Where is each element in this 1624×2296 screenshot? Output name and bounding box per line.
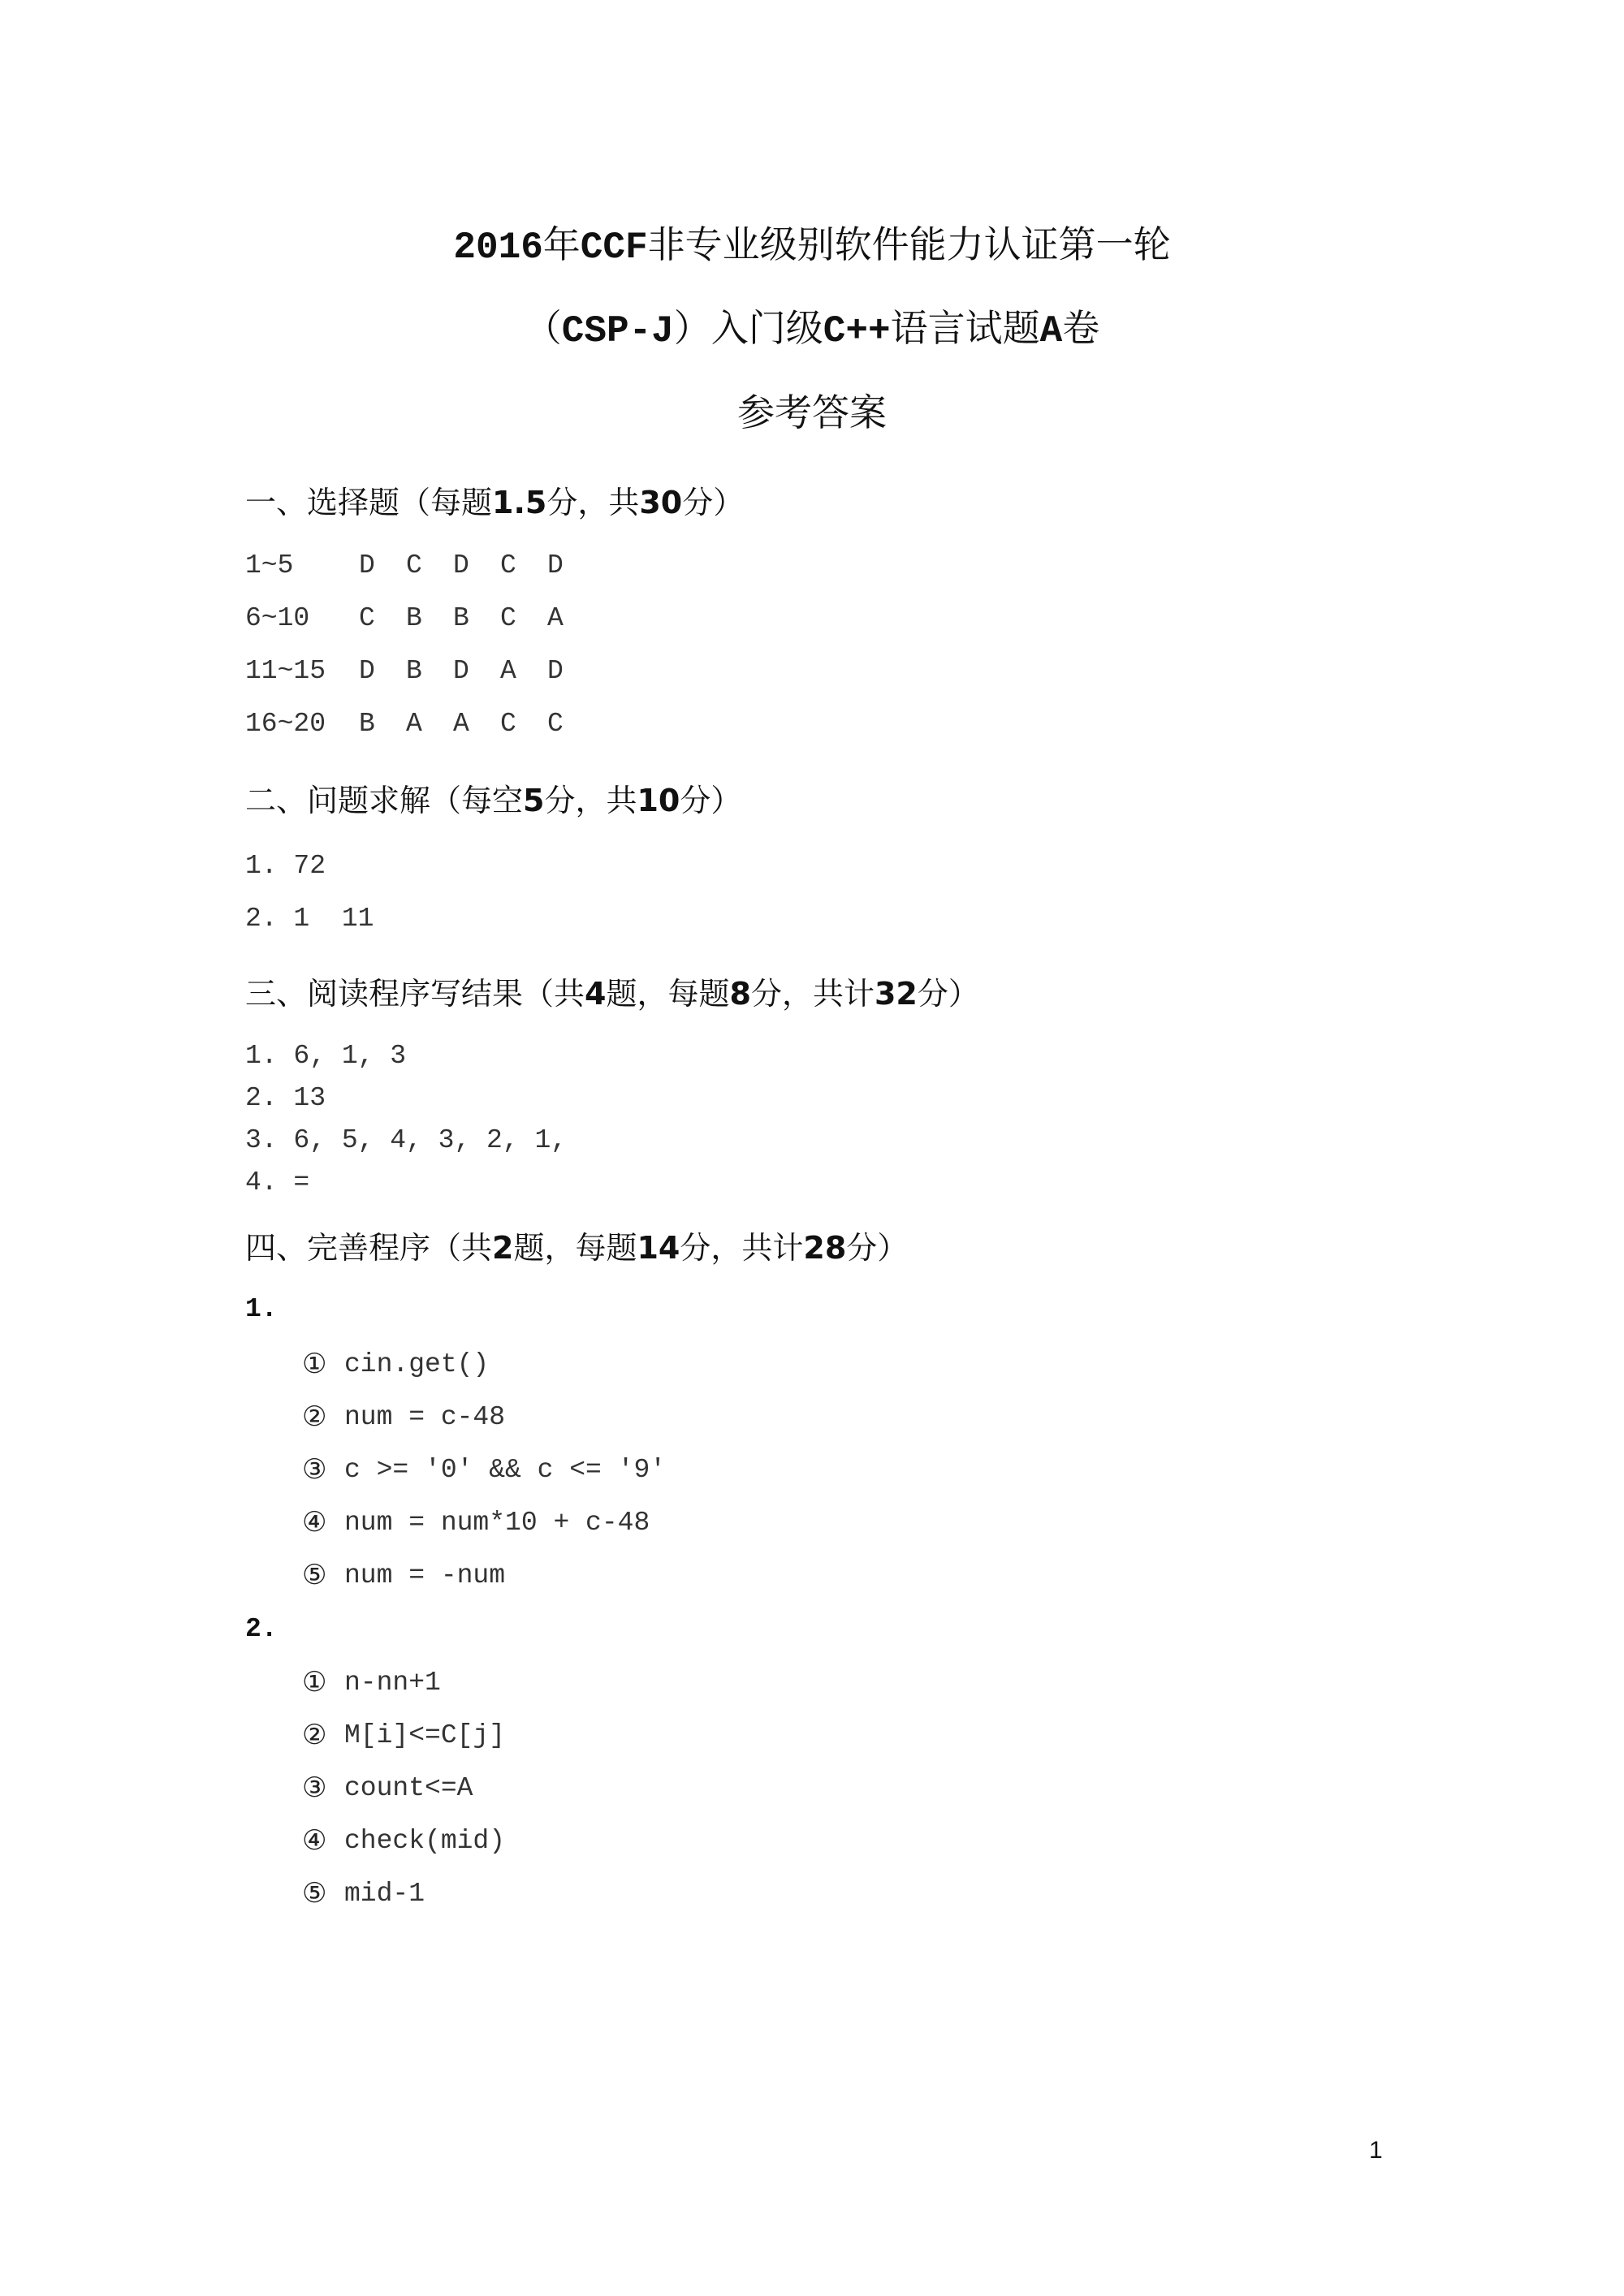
blank-answer	[302, 1719, 505, 1751]
heading-suffix: 分）	[917, 976, 979, 1012]
mc-answer: C	[500, 603, 516, 633]
heading-mid: 分，共计	[680, 1230, 804, 1266]
title-suffix: 卷	[1062, 306, 1100, 350]
complete-program-problem-label: 2.	[245, 1614, 278, 1644]
document-title-line-2	[0, 299, 1624, 352]
mc-answer: B	[406, 656, 422, 686]
mc-answer: B	[406, 603, 422, 633]
mc-answer: D	[453, 656, 469, 686]
heading-total: 10	[637, 783, 680, 818]
section-heading-complete-program	[245, 1223, 908, 1267]
mc-range: 11~15	[245, 656, 326, 686]
circled-number-icon: ④	[302, 1824, 327, 1857]
heading-points-each: 14	[637, 1230, 680, 1266]
title-language: C++	[823, 310, 891, 352]
heading-mid: 题，每题	[606, 976, 730, 1012]
mc-answer-row	[245, 656, 594, 686]
blank-answer	[302, 1559, 505, 1591]
blank-answer	[302, 1348, 489, 1380]
section-heading-multiple-choice	[245, 477, 744, 522]
mc-range: 16~20	[245, 709, 326, 739]
title-open-paren: （	[524, 306, 562, 350]
title-exam-code: CSP-J	[561, 310, 674, 352]
mc-answer: D	[547, 550, 564, 580]
heading-total: 32	[874, 976, 918, 1012]
mc-answer: A	[453, 709, 469, 739]
title-variant: A	[1039, 310, 1063, 352]
circled-number-icon: ④	[302, 1506, 327, 1539]
mc-answer: C	[500, 709, 516, 739]
title-rest: 非专业级别软件能力认证第一轮	[647, 222, 1171, 266]
circled-number-icon: ②	[302, 1719, 327, 1751]
heading-points-each: 1.5	[492, 485, 547, 520]
heading-suffix: 分）	[682, 485, 745, 520]
document-subtitle: 参考答案	[737, 391, 887, 434]
circled-number-icon: ②	[302, 1400, 327, 1433]
section-heading-problem-solving	[245, 775, 741, 820]
mc-answer: C	[500, 550, 516, 580]
mc-answer: D	[453, 550, 469, 580]
read-program-answer: 2. 13	[245, 1083, 326, 1113]
heading-total: 28	[803, 1230, 847, 1266]
problem-solving-answer: 1. 72	[245, 851, 326, 881]
heading-prefix: 四、完善程序（共	[245, 1230, 493, 1266]
mc-answer: D	[359, 656, 375, 686]
mc-answer: A	[500, 656, 516, 686]
blank-answer	[302, 1824, 505, 1857]
title-year-suffix: 年	[542, 222, 581, 266]
read-program-answer: 1. 6, 1, 3	[245, 1041, 407, 1071]
problem-solving-answer: 2. 1 11	[245, 904, 374, 934]
blank-answer-text: num = num*10 + c-48	[344, 1507, 650, 1538]
heading-mid: 分，共	[546, 485, 640, 520]
complete-program-problem-label: 1.	[245, 1294, 278, 1324]
circled-number-icon: ⑤	[302, 1559, 327, 1591]
mc-answer: B	[359, 709, 375, 739]
page-number: 1	[1369, 2137, 1383, 2164]
document-title-line-1	[0, 215, 1624, 269]
circled-number-icon: ③	[302, 1453, 327, 1486]
blank-answer	[302, 1772, 473, 1804]
mc-answer: B	[453, 603, 469, 633]
read-program-answer: 3. 6, 5, 4, 3, 2, 1,	[245, 1125, 568, 1155]
heading-count: 4	[585, 976, 607, 1012]
heading-points-each: 8	[729, 976, 751, 1012]
blank-answer-text: n-nn+1	[344, 1667, 441, 1698]
blank-answer	[302, 1666, 441, 1698]
heading-prefix: 一、选择题（每题	[245, 485, 493, 520]
title-org: CCF	[580, 227, 648, 269]
heading-count: 2	[492, 1230, 514, 1266]
heading-prefix: 二、问题求解（每空	[245, 783, 524, 818]
mc-answer: D	[359, 550, 375, 580]
blank-answer-text: num = c-48	[344, 1401, 506, 1432]
heading-mid: 分，共	[544, 783, 637, 818]
blank-answer	[302, 1506, 650, 1539]
heading-total: 30	[639, 485, 683, 520]
circled-number-icon: ①	[302, 1666, 327, 1698]
mc-answer: C	[359, 603, 375, 633]
mc-answer: A	[547, 603, 564, 633]
mc-range: 6~10	[245, 603, 310, 633]
circled-number-icon: ⑤	[302, 1877, 327, 1910]
mc-answer-row	[245, 709, 594, 739]
blank-answer-text: M[i]<=C[j]	[344, 1720, 506, 1750]
title-paper: 语言试题	[890, 306, 1040, 350]
mc-answer: C	[547, 709, 564, 739]
mc-answer-row	[245, 550, 594, 580]
blank-answer-text: count<=A	[344, 1772, 473, 1803]
mc-answer: C	[406, 550, 422, 580]
heading-mid: 分，共计	[750, 976, 875, 1012]
blank-answer-text: num = -num	[344, 1560, 506, 1590]
read-program-answer: 4. =	[245, 1167, 310, 1198]
heading-mid: 题，每题	[513, 1230, 637, 1266]
blank-answer-text: cin.get()	[344, 1349, 490, 1379]
mc-answer-row	[245, 603, 594, 633]
blank-answer-text: check(mid)	[344, 1825, 506, 1856]
blank-answer	[302, 1400, 505, 1433]
heading-suffix: 分）	[846, 1230, 909, 1266]
blank-answer	[302, 1877, 425, 1910]
heading-points-each: 5	[523, 783, 545, 818]
blank-answer	[302, 1453, 666, 1486]
circled-number-icon: ①	[302, 1348, 327, 1380]
title-close-paren: ）	[673, 306, 711, 350]
mc-answer: A	[406, 709, 422, 739]
mc-range: 1~5	[245, 550, 294, 580]
mc-answer: D	[547, 656, 564, 686]
heading-prefix: 三、阅读程序写结果（共	[245, 976, 585, 1012]
circled-number-icon: ③	[302, 1772, 327, 1804]
blank-answer-text: mid-1	[344, 1878, 425, 1909]
blank-answer-text: c >= '0' && c <= '9'	[344, 1454, 667, 1485]
heading-suffix: 分）	[680, 783, 742, 818]
title-level: 入门级	[710, 306, 823, 350]
section-heading-read-program	[245, 969, 979, 1013]
title-year: 2016	[453, 227, 543, 269]
